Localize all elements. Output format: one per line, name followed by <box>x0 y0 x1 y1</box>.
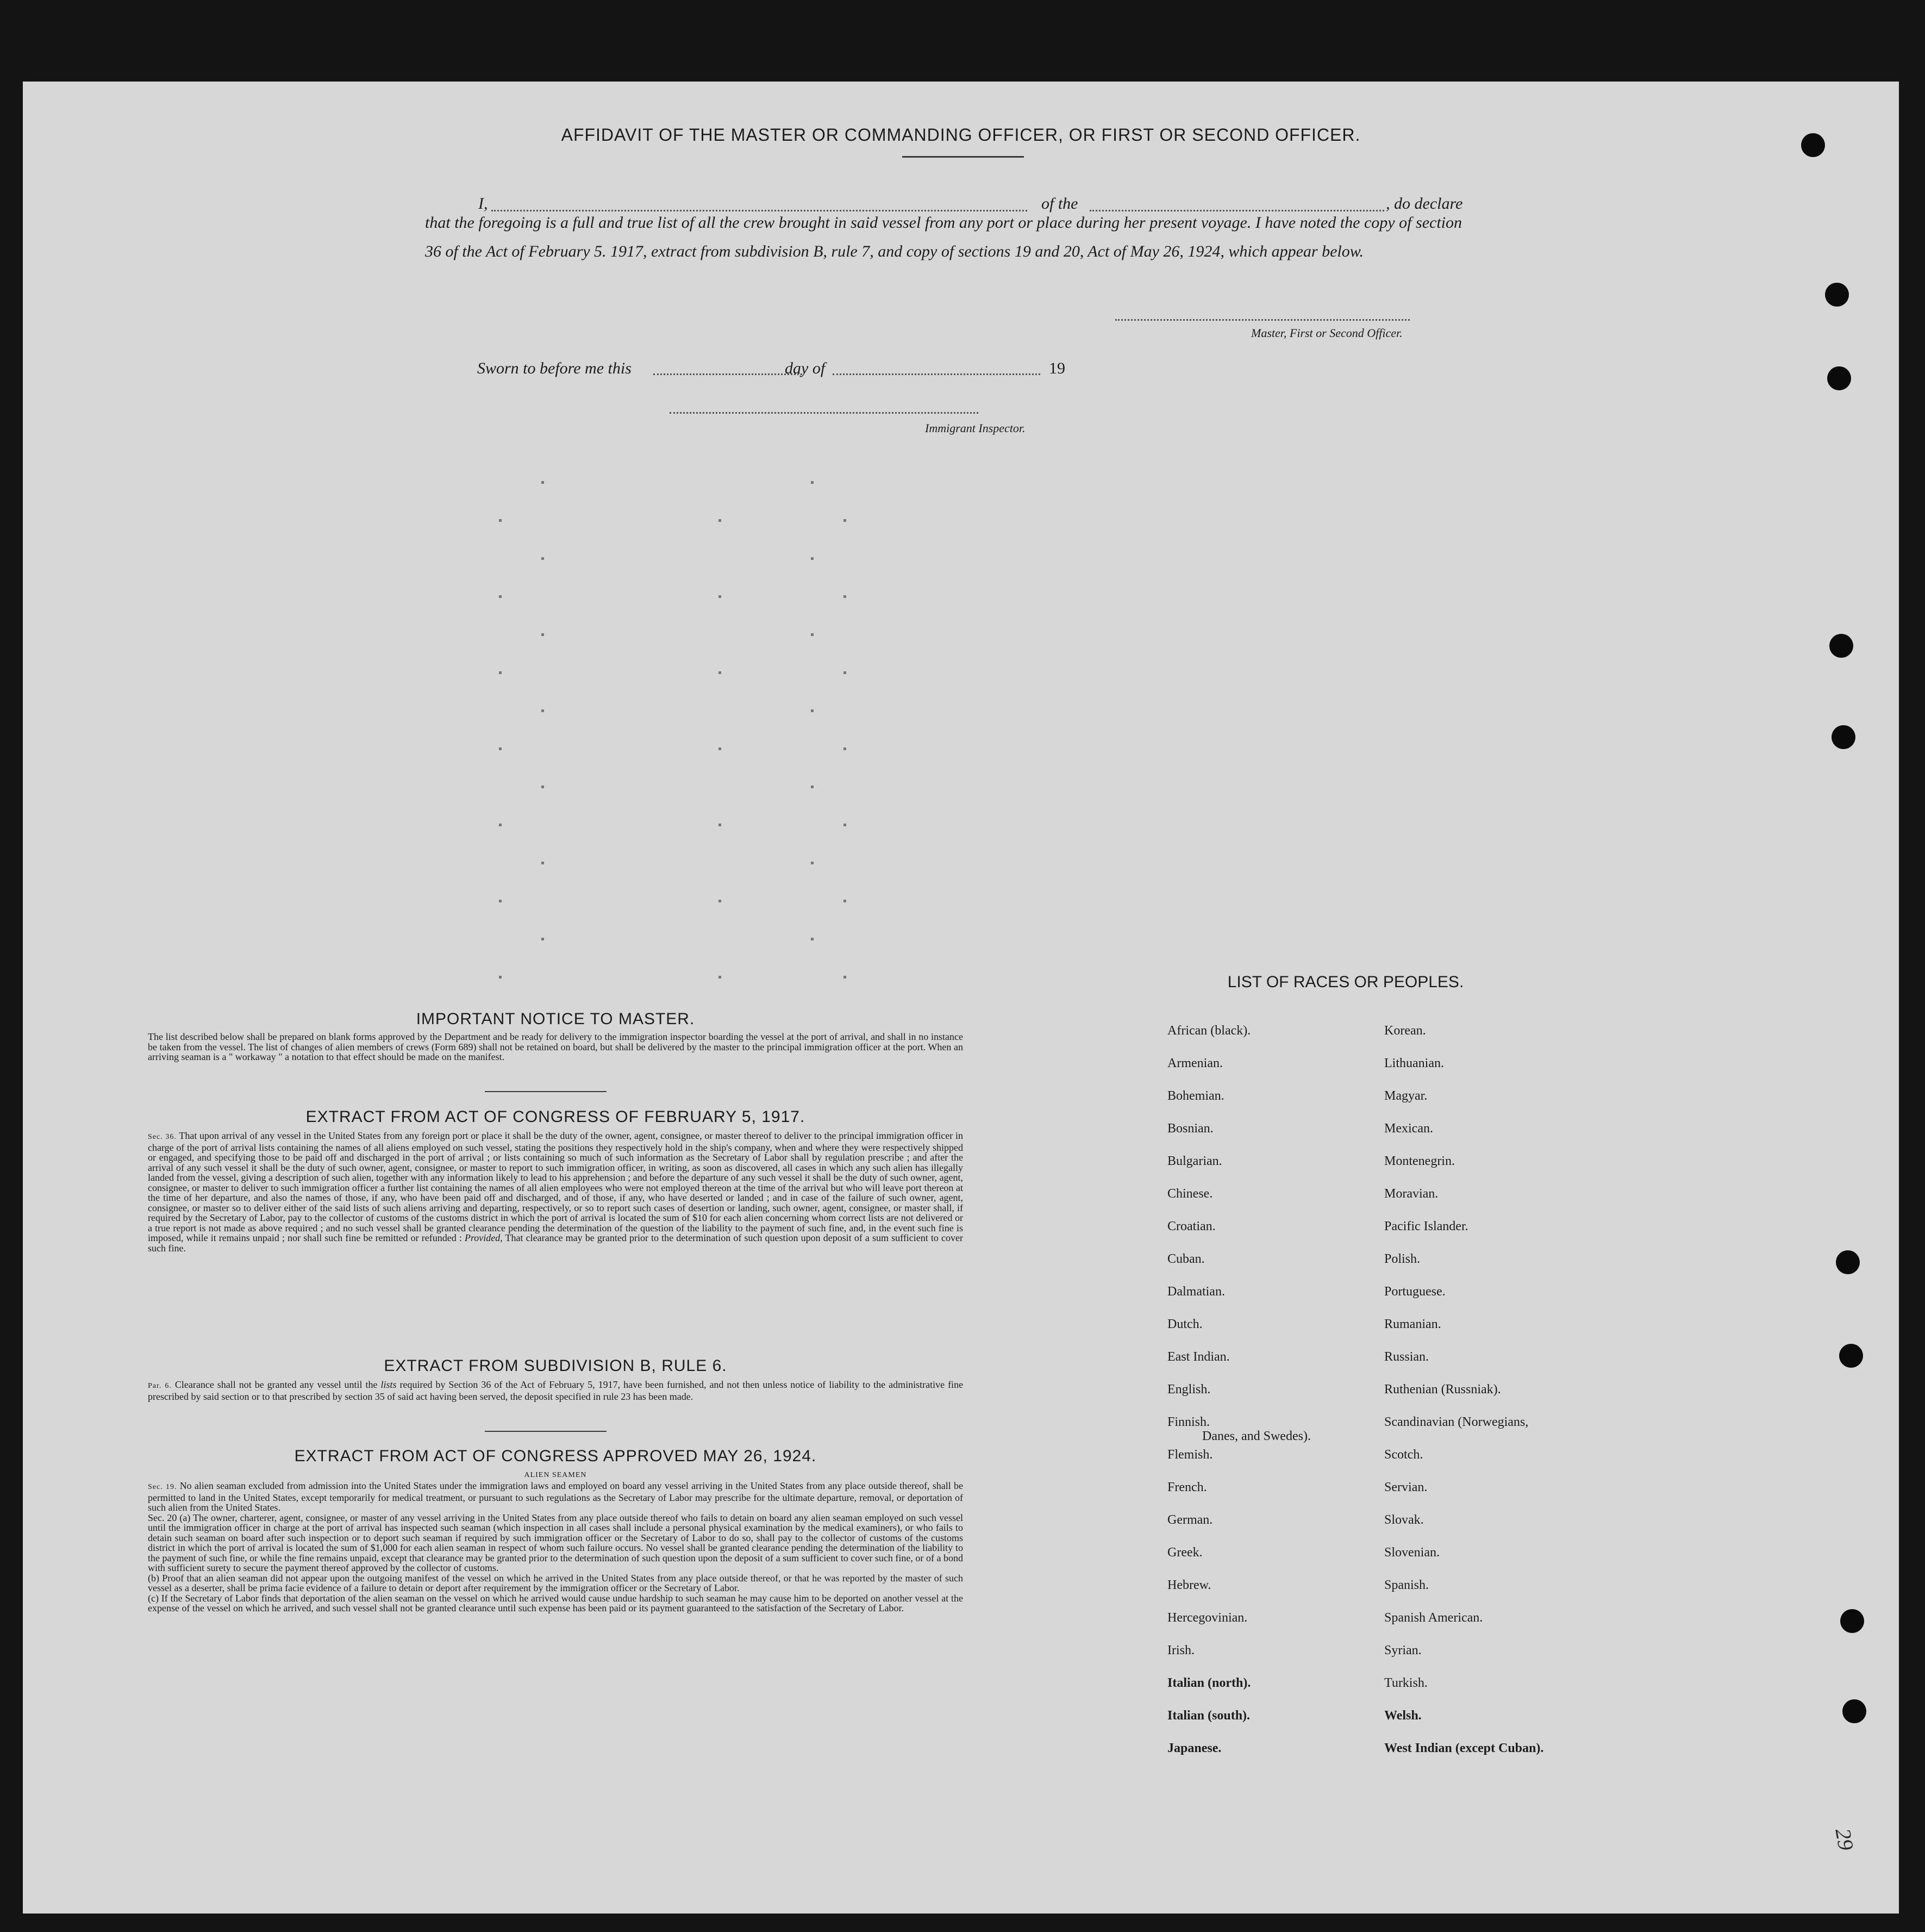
race-item: Rumanian. <box>1384 1317 1441 1331</box>
rule6-divider <box>485 1431 607 1432</box>
punch-hole <box>1829 634 1853 658</box>
race-item: English. <box>1167 1382 1211 1397</box>
sec-19-label: Sec. 19. <box>148 1483 177 1491</box>
extract-rule6-text <box>148 1380 963 1401</box>
dot-mark <box>718 747 721 750</box>
notice-divider <box>485 1091 607 1092</box>
of-the-label: of the <box>1041 195 1078 213</box>
par-6-body-a: Clearance shall not be granted any vessel until the <box>174 1379 378 1390</box>
year-prefix: 19 <box>1049 359 1065 377</box>
alien-seamen-subtitle: ALIEN SEAMEN <box>524 1471 587 1479</box>
dot-mark <box>541 633 544 636</box>
race-item: Montenegrin. <box>1384 1154 1455 1168</box>
extract-1924-text <box>148 1481 963 1613</box>
race-item: Dutch. <box>1167 1317 1203 1331</box>
affidavit-title: AFFIDAVIT OF THE MASTER OR COMMANDING OFFICER, OR FIRST OR SECOND OFFICER. <box>561 125 1361 145</box>
race-item: Japanese. <box>1167 1741 1222 1755</box>
punch-hole <box>1842 1699 1866 1723</box>
dot-mark <box>718 900 721 902</box>
dot-mark <box>541 938 544 940</box>
sworn-day-field[interactable] <box>653 373 802 375</box>
par-6-body-b: required by Section 36 of the Act of February 5, 1917, have been furnished, and not then unless notice of liability to the administrative fine prescribed by said section or to that prescribed by section 35 of said act having been served, the deposit specified in rule 23 has been made. <box>148 1379 964 1402</box>
dot-mark <box>811 938 814 940</box>
race-item: German. <box>1167 1513 1213 1527</box>
day-of-label: day of <box>785 359 826 377</box>
race-item: Korean. <box>1384 1024 1426 1038</box>
dot-mark <box>843 824 846 826</box>
race-item: Bosnian. <box>1167 1121 1214 1136</box>
punch-hole <box>1840 1609 1864 1633</box>
punch-hole <box>1832 725 1855 749</box>
race-item: Greek. <box>1167 1545 1203 1560</box>
sec-19-paragraph <box>148 1481 963 1513</box>
inspector-label: Immigrant Inspector. <box>925 421 1026 435</box>
race-item: Scotch. <box>1384 1448 1423 1462</box>
dot-mark <box>541 709 544 712</box>
dot-mark <box>541 557 544 560</box>
dot-mark <box>843 900 846 902</box>
race-item: Pacific Islander. <box>1384 1219 1468 1233</box>
race-item: Turkish. <box>1384 1676 1428 1690</box>
sec-20c-paragraph: (c) If the Secretary of Labor finds that deportation of the alien seaman on the vessel on which he arrived would cause undue hardship to such seaman he may cause him to be deported on another vessel at the expense of the vessel on which he arrived, and such vessel shall not be granted clearance until such expense has been paid or its payment guaranteed to the satisfaction of the Secretary of Labor. <box>148 1592 963 1613</box>
lists-word: lists <box>380 1379 397 1390</box>
race-item: Russian. <box>1384 1350 1429 1364</box>
handwritten-page-number: 29 <box>1830 1826 1859 1853</box>
sworn-month-field[interactable] <box>833 373 1040 375</box>
extract-1917-title: EXTRACT FROM ACT OF CONGRESS OF FEBRUARY 5, 1917. <box>305 1108 805 1126</box>
dot-mark <box>499 747 502 750</box>
race-item: Servian. <box>1384 1480 1428 1494</box>
race-item: Slovenian. <box>1384 1545 1440 1560</box>
dot-mark <box>718 824 721 826</box>
dot-mark <box>541 481 544 484</box>
dot-mark <box>499 519 502 522</box>
race-item: Ruthenian (Russniak). <box>1384 1382 1501 1397</box>
race-item: Italian (south). <box>1167 1709 1251 1723</box>
extract-1924-title: EXTRACT FROM ACT OF CONGRESS APPROVED MAY 26, 1924. <box>294 1447 817 1465</box>
race-item: Scandinavian (Norwegians, <box>1384 1415 1529 1429</box>
race-item: Bohemian. <box>1167 1089 1224 1103</box>
sec-36-end: That clearance may be granted prior to the determination of such question upon deposit of a sum sufficient to cover such fine. <box>148 1232 963 1254</box>
dot-mark <box>843 747 846 750</box>
dot-mark <box>843 519 846 522</box>
race-item: Chinese. <box>1167 1187 1213 1201</box>
sworn-label: Sworn to before me this <box>477 359 632 377</box>
punch-hole <box>1825 283 1849 307</box>
race-item: Lithuanian. <box>1384 1056 1444 1070</box>
race-item: Flemish. <box>1167 1448 1213 1462</box>
race-item: French. <box>1167 1480 1207 1494</box>
extract-rule6-title: EXTRACT FROM SUBDIVISION B, RULE 6. <box>384 1357 727 1375</box>
race-item: East Indian. <box>1167 1350 1230 1364</box>
provided-label: Provided, <box>464 1232 503 1243</box>
punch-hole <box>1836 1250 1860 1274</box>
race-item: Dalmatian. <box>1167 1285 1225 1299</box>
race-item: Spanish. <box>1384 1578 1429 1592</box>
declaration-text: that the foregoing is a full and true list of all the crew brought in said vessel from any port or place during her present voyage. I have noted the copy of section 36 of the Act of February 5. 1917, extract from subdivision B, rule 7, and copy of sections 19 and 20, Act of May 26, 1924, which appear below. <box>425 214 1462 260</box>
race-item: Danes, and Swedes). <box>1202 1429 1311 1443</box>
extract-1917-text <box>148 1131 963 1253</box>
race-item: Spanish American. <box>1384 1611 1483 1625</box>
dot-mark <box>499 900 502 902</box>
race-item: Cuban. <box>1167 1252 1205 1266</box>
punch-hole <box>1827 366 1851 390</box>
race-item: Mexican. <box>1384 1121 1433 1136</box>
sec-36-body: That upon arrival of any vessel in the United States from any foreign port or place it shall be the duty of the owner, agent, consignee, or master thereof to deliver to the principal immigration officer in charge of the port of arrival lists containing the names of all aliens employed on such vessel, stating the positions they respectively hold in the ship's company, when and where they were respectively shipped or engaged, and specifying those to be paid off and discharged in the port of arrival ; or lists containing so much of such information as the Secretary of Labor shall by regulation prescribe ; and after the arrival of any such vessel it shall be the duty of such owner, agent, consignee, or master to report to such immigration officer, in writing, as soon as discovered, all cases in which any such alien has illegally landed from the vessel, giving a description of such alien, together with any information likely to lead to his apprehension ; and before the departure of any such vessel it shall be the duty of such owner, agent, consignee, or master to deliver to such immigration officer a further list containing the names of all alien employees who were not employed thereon at the time of the arrival but who will leave port thereon at the time of her departure, and also the names of those, if any, who have been paid off and discharged, and of those, if any, who have deserted or landed ; and in case of the failure of such owner, agent, consignee, or master so to deliver either of the said lists of such aliens arriving and departing, respectively, or so to report such cases of desertion or landing, such owner, agent, consignee, or master shall, if required by the Secretary of Labor, pay to the collector of customs of the customs district in which the port of arrival is located the sum of $10 for each alien concerning whom correct lists are not delivered or a true report is not made as above required ; and no such vessel shall be granted clearance pending the determination of the question of the liability to the payment of such fine, and, in the event such fine is imposed, while it remains unpaid ; nor shall such fine be remitted or refunded : <box>148 1130 963 1243</box>
race-item: Italian (north). <box>1167 1676 1251 1690</box>
dot-mark <box>811 633 814 636</box>
race-item: Bulgarian. <box>1167 1154 1222 1168</box>
race-item: Slovak. <box>1384 1513 1424 1527</box>
race-item: Finnish. <box>1167 1415 1210 1429</box>
dot-mark <box>843 595 846 598</box>
master-signature-field[interactable] <box>1115 319 1410 321</box>
races-title: LIST OF RACES OR PEOPLES. <box>1227 973 1464 991</box>
dot-mark <box>718 519 721 522</box>
sec-36-label: Sec. 36. <box>148 1133 177 1141</box>
dot-mark <box>811 786 814 788</box>
dot-mark <box>499 671 502 674</box>
dot-mark <box>811 862 814 864</box>
dot-mark <box>541 786 544 788</box>
race-item: West Indian (except Cuban). <box>1384 1741 1544 1755</box>
sec-19-body: No alien seaman excluded from admission into the United States under the immigration laws and employed on board any vessel arriving in the United States from any place outside thereof, shall be permitted to land in the United States, except temporarily for medical treatment, or pursuant to such regulations as the Secretary of Labor may prescribe for the ultimate departure, removal, or deportation of such alien from the United States. <box>148 1480 963 1513</box>
dot-mark <box>843 671 846 674</box>
sec-20b-paragraph: (b) Proof that an alien seaman did not appear upon the outgoing manifest of the vessel on which he arrived in the United States from any place outside thereof, or that he was reported by the master of such vessel as a deserter, shall be prima facie evidence of a failure to detain or deport after requirement by the immigration officer or the Secretary of Labor. <box>148 1572 963 1593</box>
punch-hole <box>1801 133 1825 157</box>
dot-mark <box>718 671 721 674</box>
notice-text: The list described below shall be prepared on blank forms approved by the Department and be ready for delivery to the immigration inspector boarding the vessel at the port of arrival, and shall in no instance be taken from the vessel. The list of changes of alien members of crews (Form 689) shall not be retained on board, but shall be delivered by the master to the principal immigration officer at the port. When an arriving seaman is a " workaway " a notation to that effect should be made on the manifest. <box>148 1031 963 1062</box>
dot-mark <box>499 976 502 979</box>
race-item: Hebrew. <box>1167 1578 1211 1592</box>
dot-mark <box>718 976 721 979</box>
do-declare-label: , do declare <box>1386 195 1463 213</box>
sec-20a-paragraph: Sec. 20 (a) The owner, charterer, agent, consignee, or master of any vessel arriving in the United States from any place outside thereof who fails to detain on board any alien seaman employed on such vessel until the immigration officer in charge at the port of arrival has inspected such seaman (which inspection in all cases shall include a personal physical examination by the medical examiners), or who fails to detain such seaman on board after such inspection or to deport such seaman if required by such immigration officer or the Secretary of Labor to do so, shall pay to the collector of customs of the customs district in which the port of arrival is located the sum of $1,000 for each alien seaman in respect of whom such failure occurs. No vessel shall be granted clearance pending the determination of the liability to the payment of such fine, or while the fine remains unpaid, except that clearance may be granted prior to the determination of such question upon the deposit of a sum sufficient to cover such fine, or of a bond with sufficient surety to secure the payment thereof approved by the collector of customs. <box>148 1512 963 1573</box>
race-item: Portuguese. <box>1384 1285 1446 1299</box>
i-label: I, <box>478 195 488 213</box>
dot-mark <box>718 595 721 598</box>
dot-mark <box>811 557 814 560</box>
dot-mark <box>811 481 814 484</box>
dot-mark <box>499 595 502 598</box>
dot-mark <box>811 709 814 712</box>
dot-mark <box>843 976 846 979</box>
title-underline <box>902 156 1024 158</box>
race-item: Hercegovinian. <box>1167 1611 1248 1625</box>
master-signature-label: Master, First or Second Officer. <box>1251 326 1403 340</box>
document-sheet <box>23 82 1899 1914</box>
dot-mark <box>499 824 502 826</box>
punch-hole <box>1839 1344 1863 1368</box>
race-item: Polish. <box>1384 1252 1421 1266</box>
race-item: Syrian. <box>1384 1643 1422 1657</box>
par-6-label: Par. 6. <box>148 1382 172 1390</box>
race-item: Moravian. <box>1384 1187 1439 1201</box>
race-item: Croatian. <box>1167 1219 1216 1233</box>
race-item: African (black). <box>1167 1024 1251 1038</box>
dot-mark <box>541 862 544 864</box>
notice-title: IMPORTANT NOTICE TO MASTER. <box>416 1010 695 1028</box>
race-item: Irish. <box>1167 1643 1195 1657</box>
inspector-signature-field[interactable] <box>670 412 978 414</box>
race-item: Magyar. <box>1384 1089 1428 1103</box>
race-item: Welsh. <box>1384 1709 1422 1723</box>
race-item: Armenian. <box>1167 1056 1223 1070</box>
